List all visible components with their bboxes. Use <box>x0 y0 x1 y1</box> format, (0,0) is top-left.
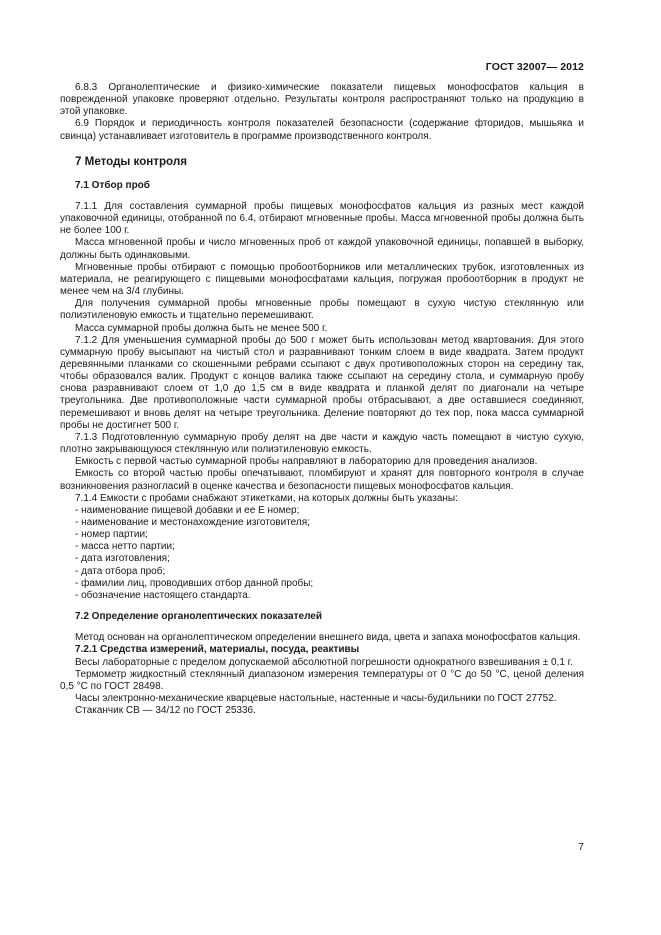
section-7-2-title: 7.2 Определение органолептических показателей <box>75 611 323 623</box>
list-item: - обозначение настоящего стандарта. <box>75 589 251 601</box>
paragraph-7-1-2: 7.1.2 Для уменьшения суммарной пробы до 500 г может быть использован метод квартования. Для этого суммарную пробу высыпают на чистый стол и разравнивают тонким слоем в виде квадрата. Затем продукт деревянными планками со скошенными ребрами ссыпают с двух противоположных сторон на середину так, чтобы образовался валик. Продукт с концов валика также ссыпают на середину стола, и суммарную пробу снова разравнивают слоем от 1,0 до 1,5 см в виде квадрата и планкой делят по диагонали на четыре треугольника. Две противоположные части суммарной пробы отбрасывают, а две оставшиеся соединяют, перемешивают и вновь делят на четыре треугольника. Деление повторяют до тех пор, пока масса суммарной пробы не достигнет 500 г. <box>60 334 584 431</box>
paragraph-6-9: 6.9 Порядок и периодичность контроля показателей безопасности (содержание фторидов, мышьяка и свинца) устанавливает изготовитель в программе производственного контроля. <box>60 118 584 142</box>
section-7-2-1-title: 7.2.1 Средства измерений, материалы, посуда, реактивы <box>75 644 360 656</box>
paragraph: Термометр жидкостный стеклянный диапазоном измерения температуры от 0 °С до 50 °С, ценой деления 0,5 °С по ГОСТ 28498. <box>60 668 584 692</box>
page-number: 7 <box>578 841 584 853</box>
paragraph-7-2-intro: Метод основан на органолептическом определении внешнего вида, цвета и запаха монофосфатов кальция. <box>75 632 581 644</box>
paragraph: Весы лабораторные с пределом допускаемой абсолютной погрешности однократного взвешивания ± 0,1 г. <box>75 656 573 668</box>
standard-header: ГОСТ 32007— 2012 <box>485 61 584 73</box>
paragraph: Масса мгновенной пробы и число мгновенных проб от каждой упаковочной единицы, попавшей в выборку, должны быть одинаковыми. <box>60 237 584 261</box>
paragraph: Для получения суммарной пробы мгновенные пробы помещают в сухую чистую стеклянную или полиэтиленовую емкость и тщательно перемешивают. <box>60 298 584 322</box>
list-item: - масса нетто партии; <box>75 541 175 553</box>
document-page <box>60 0 584 935</box>
label-requirements-list <box>60 505 584 602</box>
list-item: - фамилии лиц, проводивших отбор данной пробы; <box>75 577 314 589</box>
paragraph: Стаканчик СВ — 34/12 по ГОСТ 25336. <box>75 705 256 717</box>
paragraph: Емкость со второй частью пробы опечатывают, пломбируют и хранят для повторного контроля в случае возникновения разногласий в оценке качества и безопасности пищевых монофосфатов кальция. <box>60 468 584 492</box>
paragraph-7-1-3: 7.1.3 Подготовленную суммарную пробу делят на две части и каждую часть помещают в чистую сухую, плотно закрывающуюся стеклянную или полиэтиленовую емкость. <box>60 431 584 456</box>
paragraph-6-8-3: 6.8.3 Органолептические и физико-химические показатели пищевых монофосфатов кальция в поврежденной упаковке проверяют отдельно. Результаты контроля распространяют только на продукцию в этой упаковке. <box>60 82 584 118</box>
list-item: - дата изготовления; <box>75 553 170 565</box>
paragraph: Часы электронно-механические кварцевые настольные, настенные и часы-будильники по ГОСТ 27752. <box>75 693 557 705</box>
list-item: - номер партии; <box>75 529 148 541</box>
section-7-title: 7 Методы контроля <box>75 154 187 168</box>
paragraph-7-1-4: 7.1.4 Емкости с пробами снабжают этикетками, на которых должны быть указаны: <box>75 492 458 504</box>
page-content <box>60 82 584 717</box>
paragraph: Мгновенные пробы отбирают с помощью пробоотборников или металлических трубок, изготовленных из материала, не реагирующего с пищевыми монофосфатами кальция, погружая пробоотборник в продукт не менее чем на 3/4 глубины. <box>60 261 584 298</box>
list-item: - наименование и местонахождение изготовителя; <box>75 517 310 528</box>
paragraph: Емкость с первой частью суммарной пробы направляют в лабораторию для проведения анализов. <box>75 456 538 468</box>
section-7-1-title: 7.1 Отбор проб <box>75 179 150 191</box>
paragraph-7-1-1: 7.1.1 Для составления суммарной пробы пищевых монофосфатов кальция из разных мест каждой упаковочной единицы, отобранной по 6.4, отбирают мгновенные пробы. Масса мгновенной пробы должна быть не более 100 г. <box>60 200 584 237</box>
list-item: - наименование пищевой добавки и ее Е номер; <box>75 504 300 516</box>
list-item: - дата отбора проб; <box>75 565 166 577</box>
paragraph: Масса суммарной пробы должна быть не менее 500 г. <box>75 322 328 334</box>
